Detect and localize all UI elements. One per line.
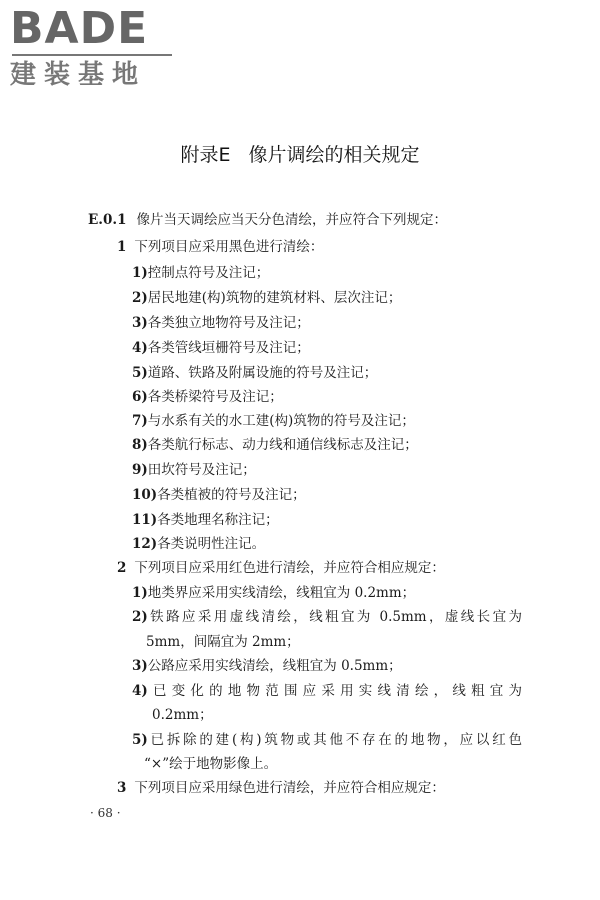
list-item-continuation: 0.2mm； [152, 707, 213, 723]
list-item: 1)控制点符号及注记； [132, 265, 270, 281]
logo-wordmark: BADE [10, 3, 149, 54]
list-item: 4)各类管线垣栅符号及注记； [132, 340, 310, 356]
page-number: · 68 · [90, 806, 121, 820]
list-item: 1)地类界应采用实线清绘，线粗宜为 0.2mm； [132, 585, 416, 601]
logo-divider [12, 54, 172, 56]
appendix-heading: 像片调绘的相关规定 [248, 144, 420, 166]
clause-line [88, 210, 447, 230]
list-item: 3)公路应采用实线清绘，线粗宜为 0.5mm； [132, 658, 402, 674]
list-item: 9)田坎符号及注记； [132, 462, 256, 478]
logo-subtitle: 建装基地 [10, 60, 147, 90]
item-text: 下列项目应采用红色进行清绘，并应符合相应规定： [134, 560, 445, 576]
bade-logo [10, 4, 180, 94]
item-number: 3 [117, 780, 127, 796]
list-item: 4)已变化的地物范围应采用实线清绘，线粗宜为 [132, 683, 522, 699]
item-text: 下列项目应采用绿色进行清绘，并应符合相应规定： [134, 780, 445, 796]
item-number: 2 [117, 560, 127, 576]
list-item-continuation: 5mm，间隔宜为 2mm； [146, 634, 300, 650]
item-1 [117, 237, 323, 257]
list-item: 6)各类桥梁符号及注记； [132, 389, 283, 405]
list-item: 11)各类地理名称注记； [132, 512, 279, 528]
item-2 [117, 558, 445, 578]
item-3 [117, 778, 445, 798]
list-item: 2)铁路应采用虚线清绘，线粗宜为 0.5mm，虚线长宜为 [132, 609, 522, 625]
list-item-continuation: “×”绘于地物影像上。 [144, 756, 278, 772]
list-item: 3)各类独立地物符号及注记； [132, 315, 310, 331]
appendix-label: 附录E [180, 144, 231, 166]
list-item: 10)各类植被的符号及注记； [132, 487, 306, 503]
list-item: 7)与水系有关的水工建(构)筑物的符号及注记； [132, 413, 415, 429]
item-number: 1 [117, 239, 127, 255]
list-item: 8)各类航行标志、动力线和通信线标志及注记； [132, 437, 418, 453]
clause-text: 像片当天调绘应当天分色清绘，并应符合下列规定： [136, 212, 447, 228]
clause-number: E.0.1 [88, 212, 127, 228]
list-item: 2)居民地建(构)筑物的建筑材料、层次注记； [132, 290, 402, 306]
appendix-title [0, 142, 600, 168]
list-item: 12)各类说明性注记。 [132, 536, 266, 552]
item-text: 下列项目应采用黑色进行清绘： [134, 239, 324, 255]
list-item: 5)道路、铁路及附属设施的符号及注记； [132, 365, 378, 381]
list-item: 5)已拆除的建(构)筑物或其他不存在的地物，应以红色 [132, 732, 522, 748]
